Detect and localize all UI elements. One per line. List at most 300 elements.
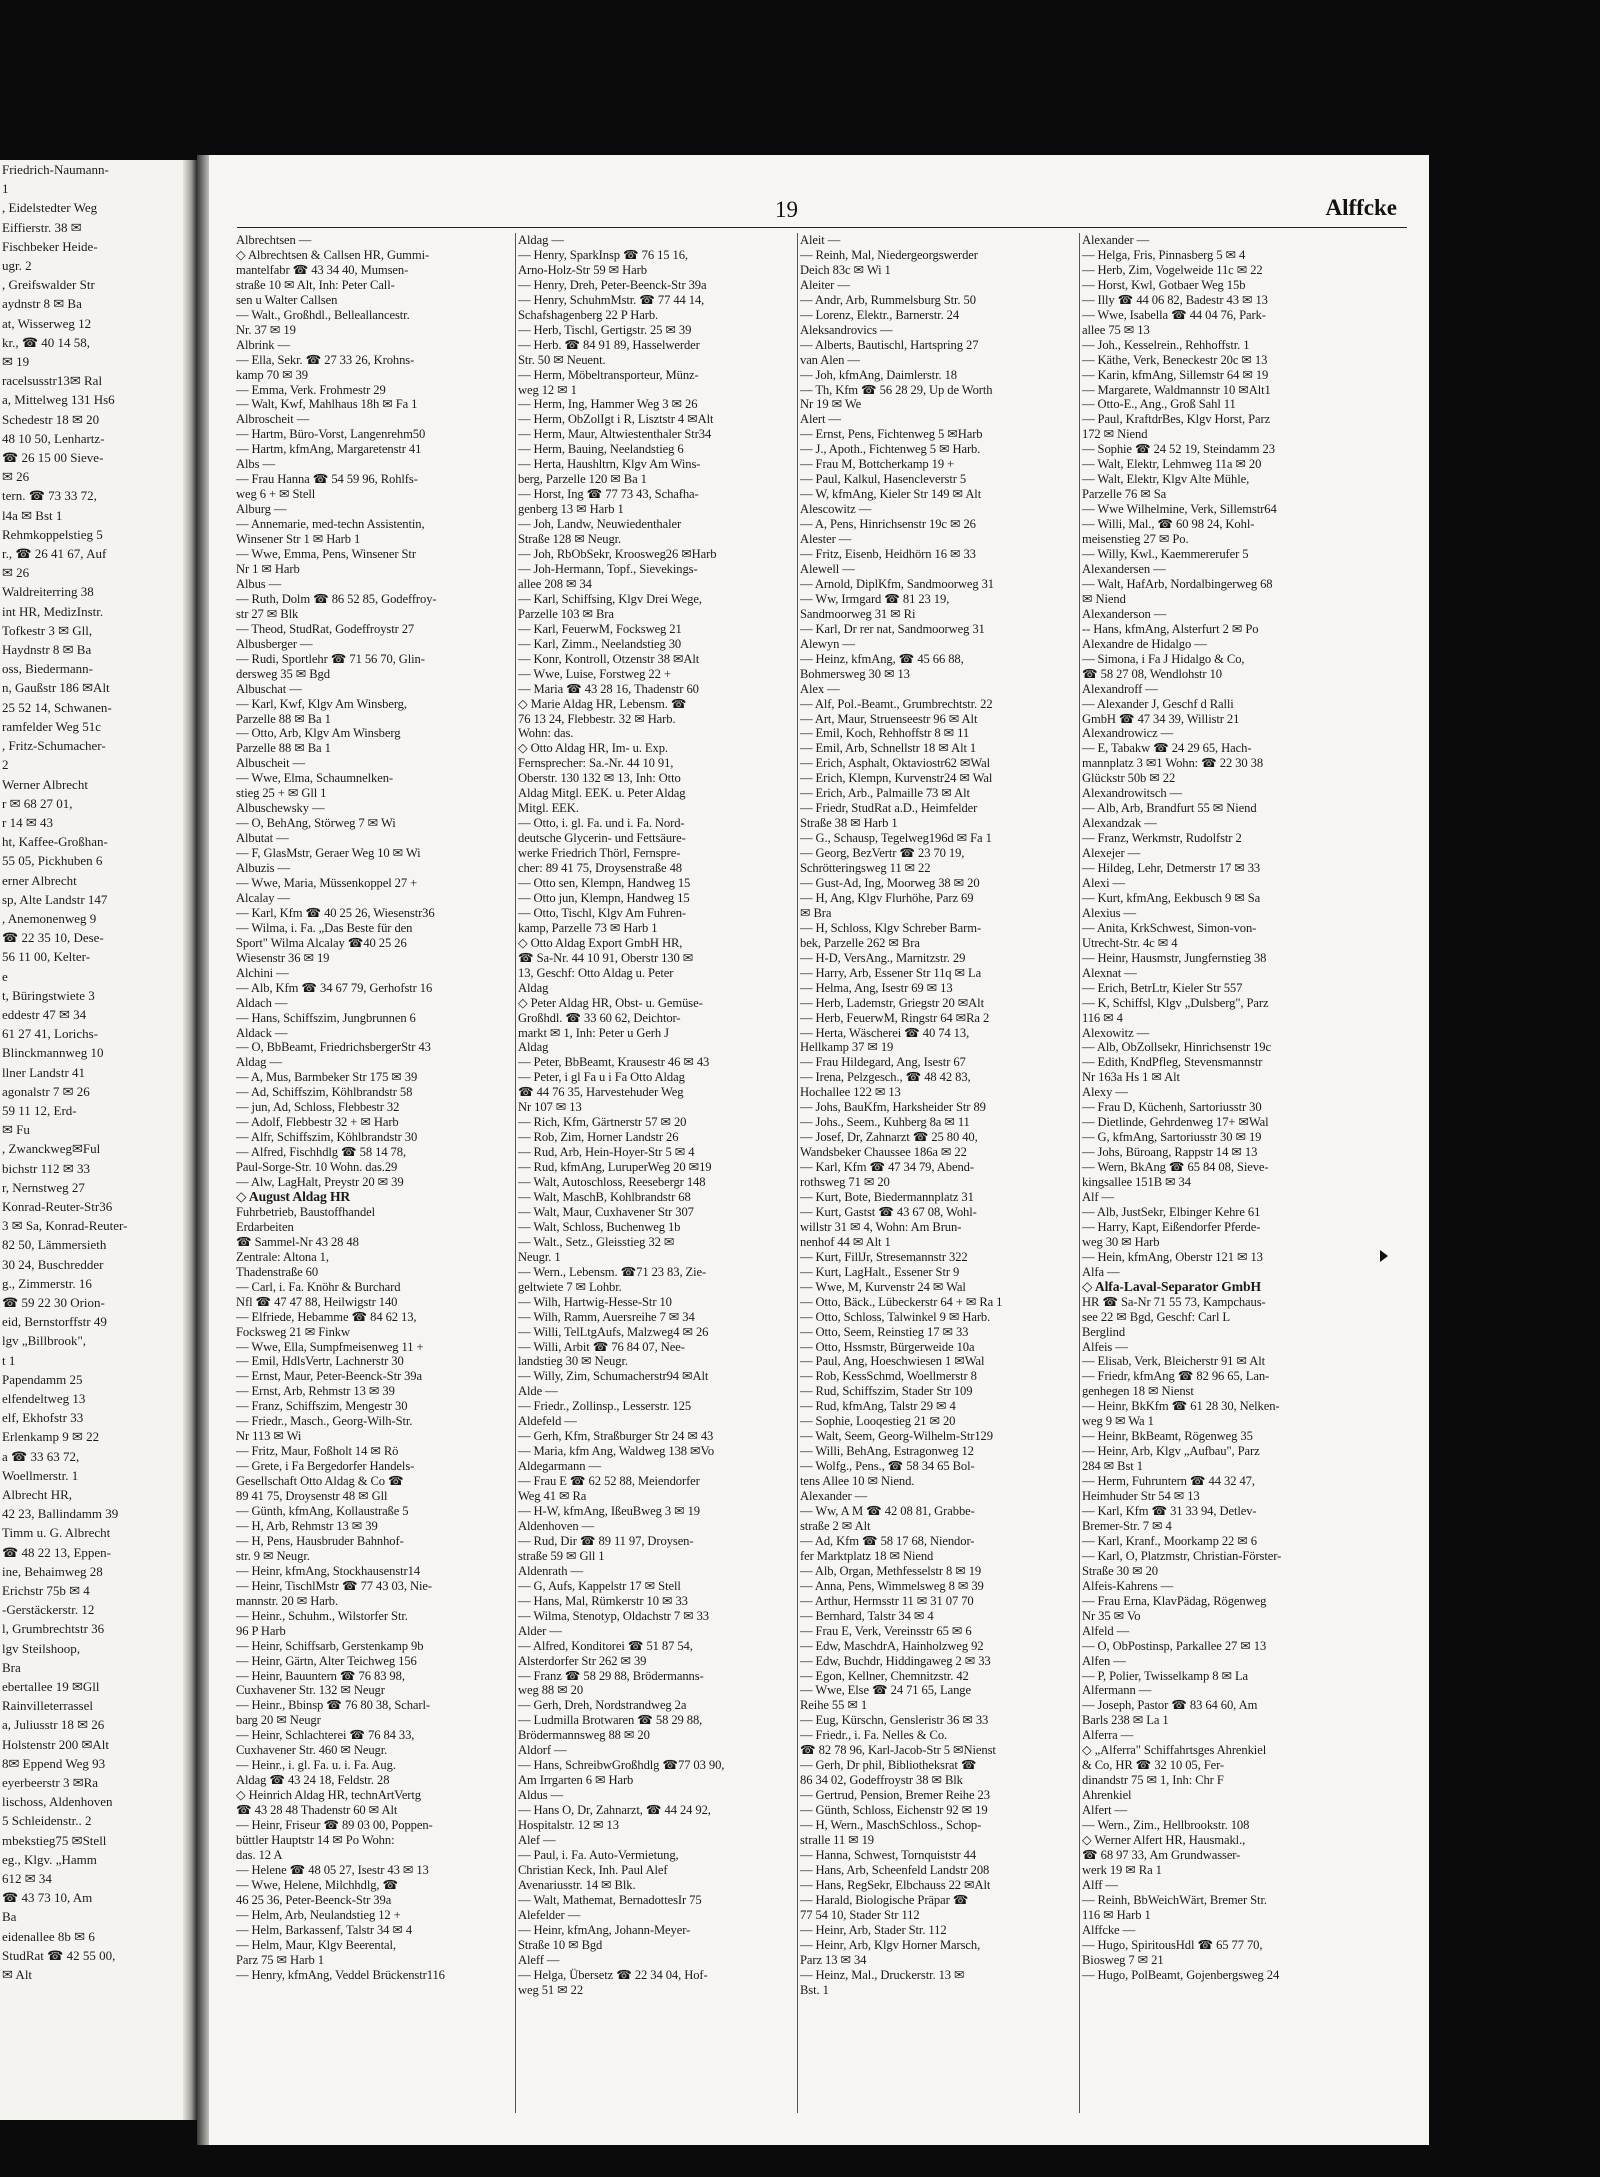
directory-entry-line: Avenariusstr. 14 ✉ Blk. [518, 1877, 636, 1892]
directory-entry-line: — Otto, Tischl, Klgv Am Fuhren- [518, 905, 686, 920]
directory-entry-line: — Walt, HafArb, Nordalbingerweg 68 [1082, 576, 1273, 591]
directory-entry-line: Schafshagenberg 22 P Harb. [518, 307, 659, 322]
directory-entry-line: — Frau E, Verk, Vereinsstr 65 ✉ 6 [800, 1623, 972, 1638]
directory-entry-line: — Walt, Schloss, Buchenweg 1b [518, 1219, 681, 1234]
directory-column-3 [800, 233, 1078, 2113]
directory-entry-line: ◇ Albrechtsen & Callsen HR, Gummi- [236, 247, 430, 262]
directory-entry-line: Aldack — [236, 1025, 288, 1040]
directory-entry-line: werk 19 ✉ Ra 1 [1082, 1862, 1162, 1877]
directory-entry-line: — Erich, Arb., Palmaille 73 ✉ Alt [800, 786, 970, 801]
directory-entry-line: — Heinr, Gärtn, Alter Teichweg 156 [236, 1653, 417, 1668]
directory-entry-line: Alexi — [1082, 875, 1126, 890]
left-page-line: StudRat ☎ 42 55 00, [2, 1947, 116, 1963]
directory-entry-line: — Gerh, Dr phil, Bibliotheksrat ☎ [800, 1758, 977, 1773]
directory-entry-line: — Eug, Kürschn, Gensleristr 36 ✉ 33 [800, 1713, 989, 1728]
directory-entry-line: — Otto jun, Klempn, Handweg 15 [518, 890, 690, 905]
left-page-line: 30 24, Buschredder [2, 1256, 104, 1272]
directory-entry-line: — Heinr., Schuhm., Wilstorfer Str. [236, 1608, 408, 1623]
directory-entry-line: Sandmoorweg 31 ✉ Ri [800, 606, 916, 621]
directory-entry-line: Alexandzak — [1082, 816, 1157, 831]
directory-entry-line: stralle 11 ✉ 19 [800, 1832, 874, 1847]
directory-entry-line: — Walt, Autoschloss, Reesebergr 148 [518, 1175, 706, 1190]
left-page-line: eid, Bernstorffstr 49 [2, 1314, 107, 1330]
directory-entry-line: — Heinr, Friseur ☎ 89 03 00, Poppen- [236, 1818, 433, 1833]
directory-entry-line: — Gerh, Dreh, Nordstrandweg 2a [518, 1698, 687, 1713]
left-page-line: Haydnstr 8 ✉ Ba [2, 642, 92, 658]
directory-entry-line: — Hans O, Dr, Zahnarzt, ☎ 44 24 92, [518, 1803, 711, 1818]
directory-entry-line: straße 59 ✉ Gll 1 [518, 1548, 605, 1563]
directory-entry-line: — Alb, ObZollsekr, Hinrichsenstr 19c [1082, 1040, 1271, 1055]
directory-entry-line: — O, BehAng, Störweg 7 ✉ Wi [236, 816, 396, 831]
directory-entry-line: — Joseph, Pastor ☎ 83 64 60, Am [1082, 1698, 1258, 1713]
directory-entry-line: — Günth, kfmAng, Kollaustraße 5 [236, 1504, 409, 1519]
left-page-line: 2 [2, 757, 9, 773]
directory-entry-line: 89 41 75, Droysenstr 48 ✉ Gll [236, 1489, 388, 1504]
directory-entry-line: Str. 50 ✉ Neuent. [518, 352, 606, 367]
column-divider [1079, 233, 1080, 2113]
left-page-line: , Zwanckweg✉Ful [2, 1141, 101, 1157]
left-page-line: Blinckmannweg 10 [2, 1045, 104, 1061]
directory-entry-line: — Willi, BehAng, Estragonweg 12 [800, 1444, 974, 1459]
directory-entry-line: — Maria ☎ 43 28 16, Thadenstr 60 [518, 681, 699, 696]
left-page-line: Werner Albrecht [2, 776, 88, 792]
directory-entry-line: — Rud, kfmAng, Talstr 29 ✉ 4 [800, 1399, 956, 1414]
directory-entry-line: tens Allee 10 ✉ Niend. [800, 1474, 915, 1489]
left-page-line: ramfelder Weg 51c [2, 718, 102, 734]
directory-entry-line: — Wwe, Maria, Müssenkoppel 27 + [236, 875, 418, 890]
directory-entry-line: Thadenstraße 60 [236, 1264, 319, 1279]
left-page-line: Schedestr 18 ✉ 20 [2, 411, 100, 427]
directory-entry-line: — Henry, SparkInsp ☎ 76 15 16, [518, 247, 688, 262]
left-page-line: Rehmkoppelstieg 5 [2, 526, 103, 542]
directory-entry-line: — Harry, Arb, Essener Str 11q ✉ La [800, 965, 982, 980]
left-page-line: l4a ✉ Bst 1 [2, 507, 63, 523]
directory-entry-line: Alexander — [800, 1489, 868, 1504]
directory-entry-line: Nr. 37 ✉ 19 [236, 322, 296, 337]
directory-entry-line: — Adolf, Flebbestr 32 + ✉ Harb [236, 1115, 399, 1130]
page-number: 19 [775, 197, 798, 222]
directory-entry-line: Parz 75 ✉ Harb 1 [236, 1952, 324, 1967]
directory-entry-line: Aldach — [236, 995, 288, 1010]
directory-entry-line: — H, Arb, Rehmstr 13 ✉ 39 [236, 1518, 378, 1533]
directory-entry-line: Aldag [518, 1040, 549, 1055]
left-page-line: eg., Klgv. „Hamm [2, 1851, 97, 1867]
directory-entry-line: — Reinh, Mal, Niedergeorgswerder [800, 247, 978, 262]
directory-entry-line: — Alf, Pol.-Beamt., Grumbrechtstr. 22 [800, 696, 993, 711]
directory-entry-line: — Wilma, i. Fa. „Das Beste für den [236, 920, 413, 935]
directory-entry-line: — Herb, Lademstr, Griegstr 20 ✉Alt [800, 995, 984, 1010]
directory-entry-line: 116 ✉ 4 [1082, 1010, 1123, 1025]
directory-entry-line: — Wwe, Emma, Pens, Winsener Str [236, 547, 416, 562]
directory-entry-line: — Alfred, Konditorei ☎ 51 87 54, [518, 1638, 693, 1653]
directory-entry-line: Alferra — [1082, 1728, 1134, 1743]
directory-entry-line: Wohn: das. [518, 726, 574, 741]
directory-entry-line: — Horst, Kwl, Gotbaer Weg 15b [1082, 277, 1246, 292]
directory-entry-line: — Ernst, Maur, Peter-Beenck-Str 39a [236, 1369, 422, 1384]
directory-entry-line: Alffcke — [1082, 1922, 1136, 1937]
directory-entry-line: Alert — [800, 412, 841, 427]
directory-entry-line: — Karin, kfmAng, Sillemstr 64 ✉ 19 [1082, 367, 1269, 382]
left-page-line: Papendamm 25 [2, 1371, 83, 1387]
directory-entry-line: — Paul, Kalkul, Hasencleverstr 5 [800, 472, 967, 487]
directory-entry-line: — Andr, Arb, Rummelsburg Str. 50 [800, 292, 976, 307]
directory-entry-line: Alfeis — [1082, 1339, 1128, 1354]
directory-entry-line: — Hans, Schiffszim, Jungbrunnen 6 [236, 1010, 416, 1025]
directory-entry-line: Sport" Wilma Alcalay ☎40 25 26 [236, 935, 407, 950]
directory-entry-line: — Heinr, Hausmstr, Jungfernstieg 38 [1082, 950, 1267, 965]
directory-entry-line: allee 208 ✉ 34 [518, 576, 592, 591]
directory-entry-line: — Paul, KraftdrBes, Klgv Horst, Parz [1082, 412, 1271, 427]
directory-entry-line: — Wern., Lebensm. ☎71 23 83, Zie- [518, 1264, 707, 1279]
left-page-line: ☎ 26 15 00 Sieve- [2, 450, 104, 466]
directory-entry-line: — Herta, Haushltrn, Klgv Am Wins- [518, 457, 701, 472]
directory-entry-line: Deich 83c ✉ Wi 1 [800, 262, 891, 277]
directory-entry-line: ✉ Bra [800, 905, 832, 920]
directory-entry-line: Aldag [518, 980, 549, 995]
directory-entry-line: Alburg — [236, 502, 287, 517]
left-page-line: llner Landstr 41 [2, 1064, 86, 1080]
directory-entry-line: — A, Pens, Hinrichsenstr 19c ✉ 26 [800, 517, 976, 532]
directory-entry-line: — Art, Maur, Struenseestr 96 ✉ Alt [800, 711, 978, 726]
directory-entry-line: — Heinr, Arb, Klgv Horner Marsch, [800, 1937, 981, 1952]
directory-entry-line: Albrink — [236, 337, 291, 352]
left-page-line: 1 [2, 181, 9, 197]
directory-entry-line: — Herm, ObZolIgt i R, Lisztstr 4 ✉Alt [518, 412, 714, 427]
directory-entry-line: — Dietlinde, Gehrdenweg 17+ ✉Wal [1082, 1115, 1269, 1130]
left-page-line: aydnstr 8 ✉ Ba [2, 296, 82, 312]
directory-entry-line: — O, BbBeamt, FriedrichsbergerStr 43 [236, 1040, 431, 1055]
directory-entry-line: — Horst, Ing ☎ 77 73 43, Schafha- [518, 487, 699, 502]
left-page-line: , Fritz-Schumacher- [2, 738, 106, 754]
directory-entry-line: — Hans, SchreibwGroßhdlg ☎77 03 90, [518, 1758, 725, 1773]
directory-entry-line: — Heinr, BkBeamt, Rögenweg 35 [1082, 1429, 1253, 1444]
column-divider [797, 233, 798, 2113]
left-page-line: ✉ 26 [2, 469, 30, 485]
directory-entry-line: büttler Hauptstr 14 ✉ Po Wohn: [236, 1832, 395, 1847]
directory-entry-line: GmbH ☎ 47 34 39, Willistr 21 [1082, 711, 1240, 726]
directory-entry-line: — Willi, Mal., ☎ 60 98 24, Kohl- [1082, 517, 1255, 532]
directory-entry-line: — E, Tabakw ☎ 24 29 65, Hach- [1082, 741, 1252, 756]
directory-entry-line: Alefelder — [518, 1907, 581, 1922]
directory-entry-line: — Heinr, kfmAng, Stockhausenstr14 [236, 1563, 421, 1578]
directory-entry-line: Alef — [518, 1832, 556, 1847]
directory-entry-line: ◇ Alfa-Laval-Separator GmbH [1082, 1278, 1261, 1294]
directory-entry-line: — Wwe, Isabella ☎ 44 04 76, Park- [1082, 307, 1266, 322]
directory-entry-line: — H-W, kfmAng, IßeuBweg 3 ✉ 19 [518, 1504, 700, 1519]
directory-entry-line: — Sophie ☎ 24 52 19, Steindamm 23 [1082, 442, 1275, 457]
directory-entry-line: — Wern, BkAng ☎ 65 84 08, Sieve- [1082, 1160, 1269, 1175]
left-page-line: e [2, 968, 8, 984]
directory-entry-line: Aleiter — [800, 277, 850, 292]
directory-entry-line: Alfen — [1082, 1653, 1126, 1668]
adjacent-left-page [0, 160, 183, 2120]
directory-entry-line: weg 12 ✉ 1 [518, 382, 577, 397]
directory-entry-line: Aldag — [236, 1055, 282, 1070]
left-page-line: Konrad-Reuter-Str36 [2, 1198, 113, 1214]
directory-entry-line: — Reinh, BbWeichWärt, Bremer Str. [1082, 1892, 1267, 1907]
directory-entry-line: markt ✉ 1, Inh: Peter u Gerh J [518, 1025, 669, 1040]
directory-entry-line: Alexandroff — [1082, 681, 1158, 696]
directory-entry-line: — Kurt, kfmAng, Eekbusch 9 ✉ Sa [1082, 890, 1261, 905]
directory-entry-line: Alexy — [1082, 1085, 1128, 1100]
directory-entry-line: ☎ 58 27 08, Wendlohstr 10 [1082, 666, 1222, 681]
left-page-line: lgv Steilshoop, [2, 1640, 81, 1656]
directory-entry-line: ☎ 44 76 35, Harvestehuder Weg [518, 1085, 684, 1100]
directory-entry-line: — Herm, Maur, Altwiestenthaler Str34 [518, 427, 712, 442]
directory-entry-line: Weg 41 ✉ Ra [518, 1489, 587, 1504]
left-page-line: 612 ✉ 34 [2, 1871, 52, 1887]
directory-entry-line: — G, Aufs, Kappelstr 17 ✉ Stell [518, 1578, 681, 1593]
directory-entry-line: Alchini — [236, 965, 289, 980]
left-page-text [0, 160, 183, 1984]
directory-entry-line: — Otto-E., Ang., Groß Sahl 11 [1082, 397, 1236, 412]
directory-entry-line: — Ad, Schiffszim, Köhlbrandstr 58 [236, 1085, 413, 1100]
directory-entry-line: HR ☎ Sa-Nr 71 55 73, Kampchaus- [1082, 1294, 1266, 1309]
left-page-line: ✉ 19 [2, 354, 30, 370]
directory-entry-line: — Gust-Ad, Ing, Moorweg 38 ✉ 20 [800, 875, 980, 890]
directory-entry-line: Neugr. 1 [518, 1249, 561, 1264]
directory-entry-line: — Johs., Seem., Kuhberg 8a ✉ 11 [800, 1115, 970, 1130]
directory-entry-line: — Karl, Kfm ☎ 31 33 94, Detlev- [1082, 1504, 1257, 1519]
directory-entry-line: — Rich, Kfm, Gärtnerstr 57 ✉ 20 [518, 1115, 687, 1130]
directory-entry-line: Zentrale: Altona 1, [236, 1249, 329, 1264]
left-page-line: ☎ 59 22 30 Orion- [2, 1294, 105, 1310]
directory-entry-line: Albuscheit — [236, 756, 306, 771]
directory-entry-line: — Wilh, Ramm, Auersreihe 7 ✉ 34 [518, 1309, 695, 1324]
directory-entry-line: — Wwe, Ella, Sumpfmeisenweg 11 + [236, 1339, 424, 1354]
directory-entry-line: — Fritz, Eisenb, Heidhörn 16 ✉ 33 [800, 547, 976, 562]
directory-entry-line: 76 13 24, Flebbestr. 32 ✉ Harb. [518, 711, 676, 726]
left-page-line: Tofkestr 3 ✉ Gll, [2, 622, 93, 638]
directory-entry-line: — Karl, O, Platzmstr, Christian-Förster- [1082, 1548, 1282, 1563]
directory-entry-line: — Hugo, SpiritousHdl ☎ 65 77 70, [1082, 1937, 1263, 1952]
directory-entry-line: Alf — [1082, 1190, 1115, 1204]
directory-entry-line: — Joh, RbObSekr, Kroosweg26 ✉Harb [518, 547, 717, 562]
directory-entry-line: — Karl, Kranf., Moorkamp 22 ✉ 6 [1082, 1533, 1257, 1548]
directory-entry-line: — Alexander J, Geschf d Ralli [1082, 696, 1234, 711]
directory-entry-line: 116 ✉ Harb 1 [1082, 1907, 1151, 1922]
directory-entry-line: Alfeld — [1082, 1623, 1130, 1638]
directory-entry-line: weg 6 + ✉ Stell [236, 487, 316, 502]
directory-entry-line: str 27 ✉ Blk [236, 606, 299, 621]
directory-entry-line: — Fritz, Maur, Foßholt 14 ✉ Rö [236, 1444, 399, 1459]
directory-entry-line: Focksweg 21 ✉ Finkw [236, 1324, 350, 1339]
directory-entry-line: — Emil, HdlsVertr, Lachnerstr 30 [236, 1354, 404, 1369]
directory-entry-line: Berglind [1082, 1324, 1126, 1339]
directory-entry-line: Alexandrowicz — [1082, 726, 1174, 741]
directory-entry-line: Aldag — [518, 233, 564, 247]
directory-entry-line: — Gerh, Kfm, Straßburger Str 24 ✉ 43 [518, 1429, 714, 1444]
directory-entry-line: — Alberts, Bautischl, Hartspring 27 [800, 337, 979, 352]
directory-entry-line: allee 75 ✉ 13 [1082, 322, 1150, 337]
directory-entry-line: — J., Apoth., Fichtenweg 5 ✉ Harb. [800, 442, 981, 457]
directory-entry-line: Nr 35 ✉ Vo [1082, 1608, 1141, 1623]
directory-entry-line: Großhdl. ☎ 33 60 62, Deichtor- [518, 1010, 681, 1025]
directory-entry-line: — Lorenz, Elektr., Barnerstr. 24 [800, 307, 960, 322]
directory-entry-line: Aldefeld — [518, 1414, 577, 1429]
left-page-line: ☎ 22 35 10, Dese- [2, 930, 104, 946]
directory-entry-line: — Joh., Kesselrein., Rehhoffstr. 1 [1082, 337, 1250, 352]
directory-entry-line: — Heinr, kfmAng, Johann-Meyer- [518, 1922, 691, 1937]
directory-entry-line: Aldenrath — [518, 1563, 583, 1578]
directory-entry-line: Parzelle 88 ✉ Ba 1 [236, 741, 331, 756]
left-page-line: Albrecht HR, [2, 1487, 73, 1503]
directory-entry-line: geltwiete 7 ✉ Lohbr. [518, 1279, 622, 1294]
directory-entry-line: — Frau Hanna ☎ 54 59 96, Rohlfs- [236, 472, 418, 487]
directory-entry-line: & Co, HR ☎ 32 10 05, Fer- [1082, 1758, 1225, 1773]
book-gutter [183, 160, 197, 2120]
directory-entry-line: Christian Keck, Inh. Paul Alef [518, 1862, 668, 1877]
directory-entry-line: — Ww, Irmgard ☎ 81 23 19, [800, 591, 950, 606]
directory-entry-line: — Henry, kfmAng, Veddel Brückenstr116 [236, 1967, 445, 1982]
left-page-line: kr., ☎ 40 14 58, [2, 334, 91, 350]
directory-entry-line: Cuxhavener Str. 132 ✉ Neugr [236, 1683, 385, 1698]
left-page-line: ✉ Alt [2, 1967, 33, 1983]
directory-entry-line: Aldenhoven — [518, 1518, 595, 1533]
directory-entry-line: Parz 13 ✉ 34 [800, 1952, 867, 1967]
directory-entry-line: see 22 ✉ Bgd, Geschf: Carl L [1082, 1309, 1230, 1324]
directory-entry-line: — G., Schausp, Tegelweg196d ✉ Fa 1 [800, 831, 992, 846]
directory-entry-line: Utrecht-Str. 4c ✉ 4 [1082, 935, 1178, 950]
directory-entry-line: Erdarbeiten [236, 1219, 294, 1234]
directory-entry-line: — Josef, Dr, Zahnarzt ☎ 25 80 40, [800, 1130, 978, 1145]
left-page-line: ebertallee 19 ✉Gll [2, 1679, 100, 1695]
directory-entry-line: genberg 13 ✉ Harb 1 [518, 502, 624, 517]
left-page-line: -Gerstäckerstr. 12 [2, 1602, 95, 1618]
directory-entry-line: — Henry, Dreh, Peter-Beenck-Str 39a [518, 277, 707, 292]
directory-entry-line: — Rob, KessSchmd, Woellmerstr 8 [800, 1369, 977, 1384]
directory-entry-line: — Herb, Tischl, Gertigstr. 25 ✉ 39 [518, 322, 692, 337]
directory-entry-line: — Käthe, Verk, Beneckestr 20c ✉ 13 [1082, 352, 1268, 367]
directory-entry-line: ☎ Sammel-Nr 43 28 48 [236, 1234, 359, 1249]
directory-entry-line: — Erich, BetrLtr, Kieler Str 557 [1082, 980, 1243, 995]
directory-entry-line: — Herm, Möbeltransporteur, Münz- [518, 367, 699, 382]
directory-entry-line: — Frau E ☎ 62 52 88, Meiendorfer [518, 1474, 700, 1489]
left-page-line: l, Grumbrechtstr 36 [2, 1621, 105, 1637]
directory-entry-line: str. 9 ✉ Neugr. [236, 1548, 310, 1563]
directory-entry-line: — Th, Kfm ☎ 56 28 29, Up de Worth [800, 382, 993, 397]
running-header: Alffcke [1325, 195, 1397, 220]
directory-entry-line: — Karl, Zimm., Neelandstieg 30 [518, 636, 682, 651]
directory-entry-line: — Frau Hildegard, Ang, Isestr 67 [800, 1055, 966, 1070]
directory-entry-line: — Joh, kfmAng, Daimlerstr. 18 [800, 367, 957, 382]
directory-entry-line: ☎ 43 28 48 Thadenstr 60 ✉ Alt [236, 1803, 398, 1818]
left-page-line: , Greifswalder Str [2, 277, 95, 293]
directory-entry-line: Alexanderson — [1082, 606, 1167, 621]
directory-entry-line: — Rud, Arb, Hein-Hoyer-Str 5 ✉ 4 [518, 1145, 695, 1160]
directory-entry-line: — Helga, Übersetz ☎ 22 34 04, Hof- [518, 1967, 708, 1982]
directory-entry-line: — A, Mus, Barmbeker Str 175 ✉ 39 [236, 1070, 418, 1085]
directory-entry-line: — Harry, Kapt, Eißendorfer Pferde- [1082, 1219, 1261, 1234]
directory-entry-line: Alfermann — [1082, 1683, 1152, 1698]
directory-entry-line: Schrötteringsweg 11 ✉ 22 [800, 861, 931, 876]
directory-entry-line: — Sophie, Looqestieg 21 ✉ 20 [800, 1414, 956, 1429]
page-spine-shadow [197, 155, 209, 2145]
directory-entry-line: — Hartm, kfmAng, Margaretenstr 41 [236, 442, 422, 457]
left-page-line: agonalstr 7 ✉ 26 [2, 1083, 90, 1099]
directory-entry-line: deutsche Glycerin- und Fettsäure- [518, 831, 686, 846]
directory-entry-line: ◇ Peter Aldag HR, Obst- u. Gemüse- [518, 995, 703, 1010]
left-page-line: 55 05, Pickhuben 6 [2, 853, 103, 869]
margin-arrow-icon [1380, 1250, 1388, 1262]
directory-entry-line: — H, Schloss, Klgv Schreber Barm- [800, 920, 982, 935]
directory-entry-line: kamp 70 ✉ 39 [236, 367, 308, 382]
directory-entry-line: Albs — [236, 457, 275, 472]
directory-entry-line: — Heinz, kfmAng, ☎ 45 66 88, [800, 651, 964, 666]
left-page-line: a ☎ 33 63 72, [2, 1448, 80, 1464]
left-page-line: Woellmerstr. 1 [2, 1467, 79, 1483]
left-page-line: sp, Alte Landstr 147 [2, 891, 108, 907]
directory-entry-line: — Alb, JustSekr, Elbinger Kehre 61 [1082, 1204, 1261, 1219]
directory-entry-line: das. 12 A [236, 1847, 283, 1862]
directory-entry-line: — O, ObPostinsp, Parkallee 27 ✉ 13 [1082, 1638, 1267, 1653]
directory-entry-line: — Wwe Wilhelmine, Verk, Sillemstr64 [1082, 502, 1277, 517]
directory-entry-line: Albroscheit — [236, 412, 310, 427]
directory-entry-line: — Karl, FeuerwM, Focksweg 21 [518, 621, 682, 636]
directory-entry-line: — Wwe, Luise, Forstweg 22 + [518, 666, 671, 681]
left-page-line: r ✉ 68 27 01, [2, 795, 73, 811]
directory-entry-line: — Ernst, Arb, Rehmstr 13 ✉ 39 [236, 1384, 395, 1399]
directory-entry-line: Albutat — [236, 831, 289, 846]
directory-entry-line: — Harald, Biologische Präpar ☎ [800, 1892, 969, 1907]
directory-entry-line: Alescowitz — [800, 502, 872, 517]
directory-entry-line: Nr 19 ✉ We [800, 397, 862, 412]
directory-entry-line: — Helene ☎ 48 05 27, Isestr 43 ✉ 13 [236, 1862, 429, 1877]
directory-entry-line: — G, kfmAng, Sartoriusstr 30 ✉ 19 [1082, 1130, 1262, 1145]
directory-entry-line: straße 10 ✉ Alt, Inh: Peter Call- [236, 277, 395, 292]
directory-entry-line: — Helma, Ang, Isestr 69 ✉ 13 [800, 980, 953, 995]
directory-entry-line: Straße 38 ✉ Harb 1 [800, 816, 898, 831]
directory-entry-line: Alff — [1082, 1877, 1118, 1892]
directory-entry-line: — Hein, kfmAng, Oberstr 121 ✉ 13 [1082, 1249, 1263, 1264]
directory-entry-line: — Frau D, Küchenh, Sartoriusstr 30 [1082, 1100, 1262, 1115]
directory-entry-line: 96 P Harb [236, 1623, 286, 1638]
directory-entry-line: — Ernst, Pens, Fichtenweg 5 ✉Harb [800, 427, 983, 442]
directory-entry-line: straße 2 ✉ Alt [800, 1518, 871, 1533]
directory-entry-line: Barls 238 ✉ La 1 [1082, 1713, 1169, 1728]
directory-entry-line: — Hildeg, Lehr, Detmerstr 17 ✉ 33 [1082, 861, 1261, 876]
directory-entry-line: — W, kfmAng, Kieler Str 149 ✉ Alt [800, 487, 982, 502]
directory-entry-line: — Karl, Kfm ☎ 40 25 26, Wiesenstr36 [236, 905, 435, 920]
directory-entry-line: — Hartm, Büro-Vorst, Langenrehm50 [236, 427, 426, 442]
directory-entry-line: — Konr, Kontroll, Otzenstr 38 ✉Alt [518, 651, 700, 666]
directory-entry-line: — Alb, Organ, Methfesselstr 8 ✉ 19 [800, 1563, 982, 1578]
left-page-line: lischoss, Aldenhoven [2, 1794, 113, 1810]
left-page-line: ht, Kaffee-Großhan- [2, 834, 108, 850]
directory-entry-line: — Grete, i Fa Bergedorfer Handels- [236, 1459, 415, 1474]
directory-entry-line: — Wolfg., Pens., ☎ 58 34 65 Bol- [800, 1459, 975, 1474]
directory-entry-line: — Walt, Kwf, Mahlhaus 18h ✉ Fa 1 [236, 397, 418, 412]
left-page-line: ☎ 48 22 13, Eppen- [2, 1544, 111, 1560]
directory-entry-line: — Hans, Mal, Rümkerstr 10 ✉ 33 [518, 1593, 688, 1608]
directory-entry-line: weg 88 ✉ 20 [518, 1683, 584, 1698]
directory-entry-line: Hellkamp 37 ✉ 19 [800, 1040, 894, 1055]
directory-entry-line: cher: 89 41 75, Droysenstraße 48 [518, 861, 682, 876]
scan-background [1429, 0, 1600, 2177]
directory-entry-line: — Ww, A M ☎ 42 08 81, Grabbe- [800, 1504, 975, 1519]
directory-entry-line: — Kurt, FillJr, Stresemannstr 322 [800, 1249, 968, 1264]
left-page-line: ✉ 26 [2, 565, 30, 581]
directory-entry-line: — Franz ☎ 58 29 88, Brödermanns- [518, 1668, 704, 1683]
directory-entry-line: — H, Pens, Hausbruder Bahnhof- [236, 1533, 404, 1548]
directory-entry-line: — Heinz, Mal., Druckerstr. 13 ✉ [800, 1967, 965, 1982]
directory-entry-line: — Peter, i gl Fa u i Fa Otto Aldag [518, 1070, 685, 1085]
left-page-line: 59 11 12, Erd- [2, 1102, 77, 1118]
directory-entry-line: — Wern., Zim., Hellbrookstr. 108 [1082, 1818, 1250, 1833]
left-page-line: racelsusstr13✉ Ral [2, 373, 103, 389]
directory-entry-line: — P, Polier, Twisselkamp 8 ✉ La [1082, 1668, 1249, 1683]
directory-entry-line: — Rud, Schiffszim, Stader Str 109 [800, 1384, 973, 1399]
